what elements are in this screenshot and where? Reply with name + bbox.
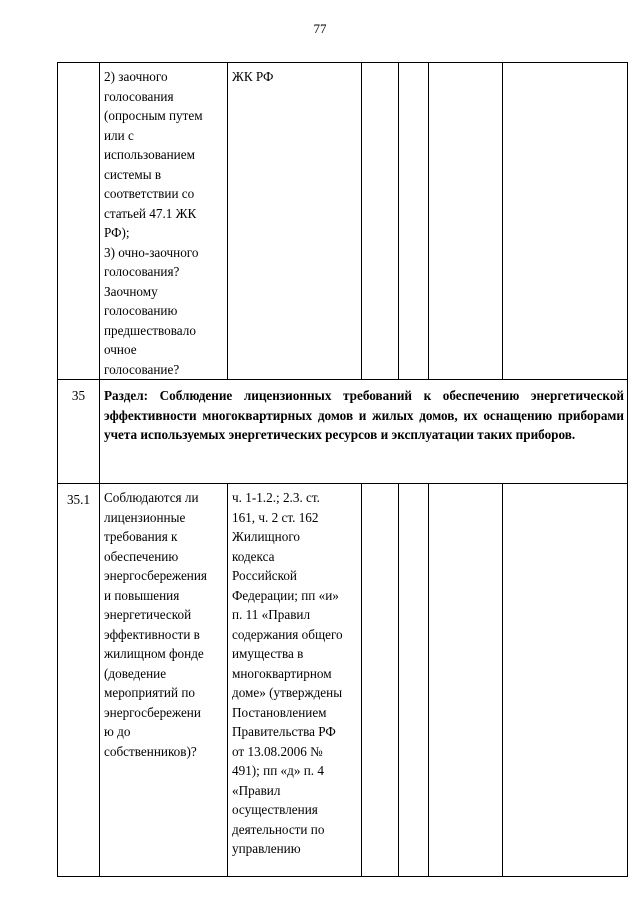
question-line: статьей 47.1 ЖК: [104, 205, 197, 221]
question-line: РФ);: [104, 225, 130, 240]
question-line: лицензионные: [104, 509, 186, 525]
section-number: 35: [58, 380, 100, 484]
question-line: 2) заочного: [104, 69, 168, 84]
question-line: эффективности в: [104, 626, 200, 642]
reference-line: п. 11 «Правил: [232, 607, 311, 622]
checklist-table: [57, 62, 628, 877]
section-text: Соблюдение лицензионных требований к обеспечению энергетической эффективности многоквартирных домов и жилых домов, их оснащению приборами учета используемых энергетических ресурсов и эксплуатации таких приборов.: [104, 388, 625, 442]
question-line: предшествовало: [104, 322, 196, 338]
reference-line: Постановлением: [232, 704, 327, 720]
question-line: ю до: [104, 724, 131, 739]
question-line: обеспечению: [104, 548, 179, 564]
answer-cell-no: [399, 63, 429, 380]
reference-line: ч. 1-1.2.; 2.3. ст.: [232, 490, 320, 505]
reference-line: ЖК РФ: [232, 69, 274, 84]
reference-line: «Правил: [232, 782, 281, 798]
answer-cell-yes: [362, 484, 399, 877]
question-line: Заочному: [104, 283, 158, 299]
question-line: энергетической: [104, 607, 192, 622]
question-line: голосования?: [104, 264, 180, 279]
table-row: [58, 63, 628, 380]
reference-line: доме» (утверждены: [232, 685, 343, 700]
reference-cell: [228, 63, 362, 380]
reference-line: 491); пп «д» п. 4: [232, 763, 324, 778]
reference-line: 161, ч. 2 ст. 162: [232, 509, 319, 525]
question-line: требования к: [104, 529, 178, 544]
question-line: (доведение: [104, 665, 167, 681]
reference-line: многоквартирном: [232, 665, 332, 681]
section-label: Раздел:: [104, 388, 149, 403]
reference-line: кодекса: [232, 548, 275, 564]
question-line: голосования: [104, 88, 174, 104]
reference-line: Правительства РФ: [232, 724, 336, 739]
answer-cell-no: [399, 484, 429, 877]
reference-line: осуществления: [232, 802, 318, 817]
row-number-cell: 35.1: [58, 484, 100, 877]
question-line: использованием: [104, 147, 195, 162]
question-line: 3) очно-заочного: [104, 244, 199, 260]
question-line: голосованию: [104, 303, 178, 318]
reference-line: от 13.08.2006 №: [232, 743, 323, 759]
reference-line: имущества в: [232, 646, 304, 661]
question-line: или с: [104, 127, 134, 143]
question-line: системы в: [104, 166, 162, 182]
question-line: энергосбережени: [104, 704, 201, 720]
question-line: очное: [104, 342, 137, 357]
page-number: 77: [313, 21, 327, 36]
reference-line: управлению: [232, 841, 301, 856]
question-line: мероприятий по: [104, 685, 195, 700]
question-line: и повышения: [104, 587, 180, 603]
question-line: соответствии со: [104, 186, 195, 201]
reference-line: деятельности по: [232, 821, 325, 837]
answer-cell-na: [429, 484, 503, 877]
reference-line: содержания общего: [232, 626, 343, 642]
question-line: жилищном фонде: [104, 646, 204, 661]
reference-line: Жилищного: [232, 529, 300, 544]
answer-cell-yes: [362, 63, 399, 380]
question-line: энергосбережения: [104, 568, 207, 583]
reference-cell: [228, 484, 362, 877]
question-cell: [100, 484, 228, 877]
note-cell: [503, 63, 628, 380]
question-line: собственников)?: [104, 743, 197, 759]
section-heading: [100, 380, 628, 484]
question-line: голосование?: [104, 361, 180, 377]
question-cell: [100, 63, 228, 380]
row-number-cell: [58, 63, 100, 380]
answer-cell-na: [429, 63, 503, 380]
reference-line: Российской: [232, 568, 297, 583]
table-row: [58, 484, 628, 877]
section-row: [58, 380, 628, 484]
question-line: (опросным путем: [104, 108, 203, 123]
question-line: Соблюдаются ли: [104, 490, 199, 505]
note-cell: [503, 484, 628, 877]
reference-line: Федерации; пп «и»: [232, 587, 339, 603]
